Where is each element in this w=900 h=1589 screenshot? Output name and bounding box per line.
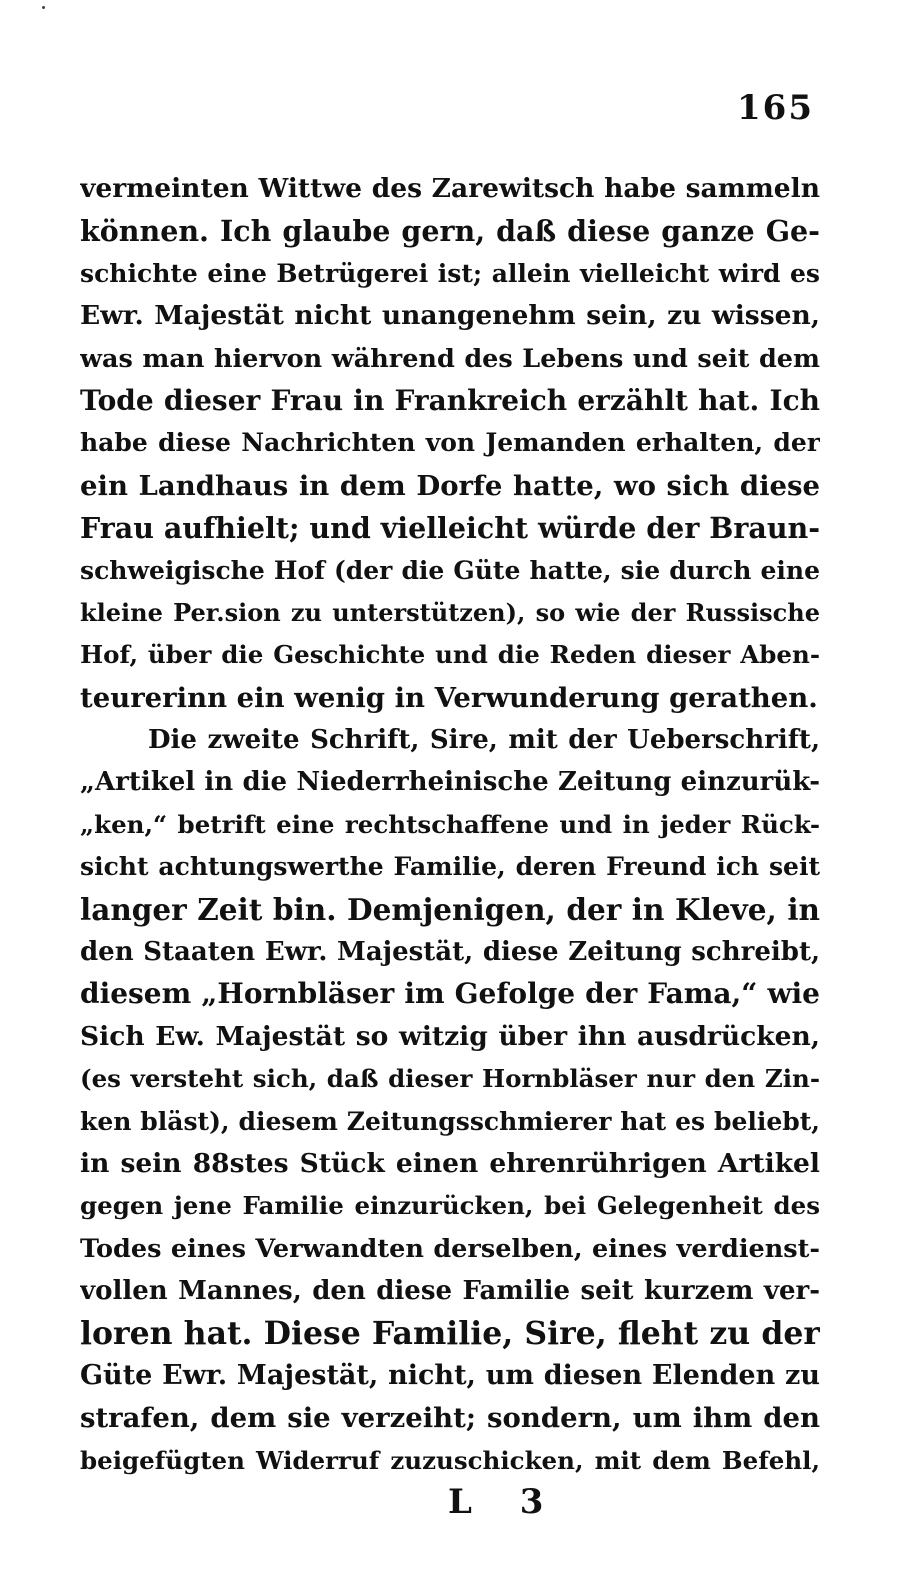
text-line: sicht achtungswerthe Familie, deren Freund ich seit [80, 852, 820, 882]
text-line: ken bläst), diesem Zeitungsschmierer hat es beliebt, [80, 1106, 820, 1136]
text-line: können. Ich glaube gern, daß diese ganze Ge- [80, 214, 820, 249]
text-line: loren hat. Diese Familie, Sire, fleht zu der [80, 1314, 820, 1352]
text-line: Hof, über die Geschichte und die Reden dieser Aben- [80, 640, 820, 670]
text-line: kleine Per.sion zu unterstützen), so wie der Russische [80, 597, 820, 627]
text-line: in sein 88stes Stück einen ehrenrührigen Artikel [80, 1147, 820, 1179]
text-line: gegen jene Familie einzurücken, bei Gelegenheit des [80, 1191, 820, 1221]
text-line: Frau aufhielt; und vielleicht würde der Braun- [80, 511, 820, 546]
text-line: schweigische Hof (der die Güte hatte, sie durch eine [80, 555, 820, 585]
text-line: den Staaten Ewr. Majestät, diese Zeitung schreibt, [80, 937, 820, 968]
paragraph-start-line: Die zweite Schrift, Sire, mit der Ueberschrift, [148, 725, 820, 756]
text-line: Güte Ewr. Majestät, nicht, um diesen Elenden zu [80, 1359, 820, 1391]
text-line: strafen, dem sie verzeiht; sondern, um ihm den [80, 1402, 820, 1435]
text-line: Sich Ew. Majestät so witzig über ihn ausdrücken, [80, 1020, 820, 1052]
text-line: Tode dieser Frau in Frankreich erzählt hat. Ich [80, 383, 820, 417]
page-number: 165 [737, 88, 814, 128]
text-line: „ken,“ betrift eine rechtschaffene und in jeder Rück- [80, 809, 820, 839]
text-line: Ewr. Majestät nicht unangenehm sein, zu wissen, [80, 300, 820, 332]
text-line: schichte eine Betrügerei ist; allein vielleicht wird es [80, 258, 820, 288]
text-line: beigefügten Widerruf zuzuschicken, mit dem Befehl, [80, 1445, 820, 1475]
signature-mark: L 3 [448, 1482, 562, 1522]
text-line: „Artikel in die Niederrheinische Zeitung einzurük- [80, 767, 820, 798]
text-line: diesem „Hornbläser im Gefolge der Fama,“ wie [80, 977, 820, 1011]
body-text [80, 168, 820, 1482]
text-line: vollen Mannes, den diese Familie seit kurzem ver- [80, 1276, 820, 1307]
text-line: langer Zeit bin. Demjenigen, der in Kleve, in [80, 891, 820, 927]
text-line: vermeinten Wittwe des Zarewitsch habe sammeln [80, 173, 820, 204]
text-line: (es versteht sich, daß dieser Hornbläser nur den Zin- [80, 1064, 820, 1094]
print-speck [42, 6, 45, 9]
paragraph-end-line: teurerinn ein wenig in Verwunderung gerathen. [80, 681, 818, 714]
text-line: ein Landhaus in dem Dorfe hatte, wo sich diese [80, 469, 820, 502]
text-line: habe diese Nachrichten von Jemanden erhalten, der [80, 428, 820, 458]
text-line: Todes eines Verwandten derselben, eines verdienst- [80, 1233, 820, 1264]
text-line: was man hiervon während des Lebens und seit dem [80, 343, 820, 374]
